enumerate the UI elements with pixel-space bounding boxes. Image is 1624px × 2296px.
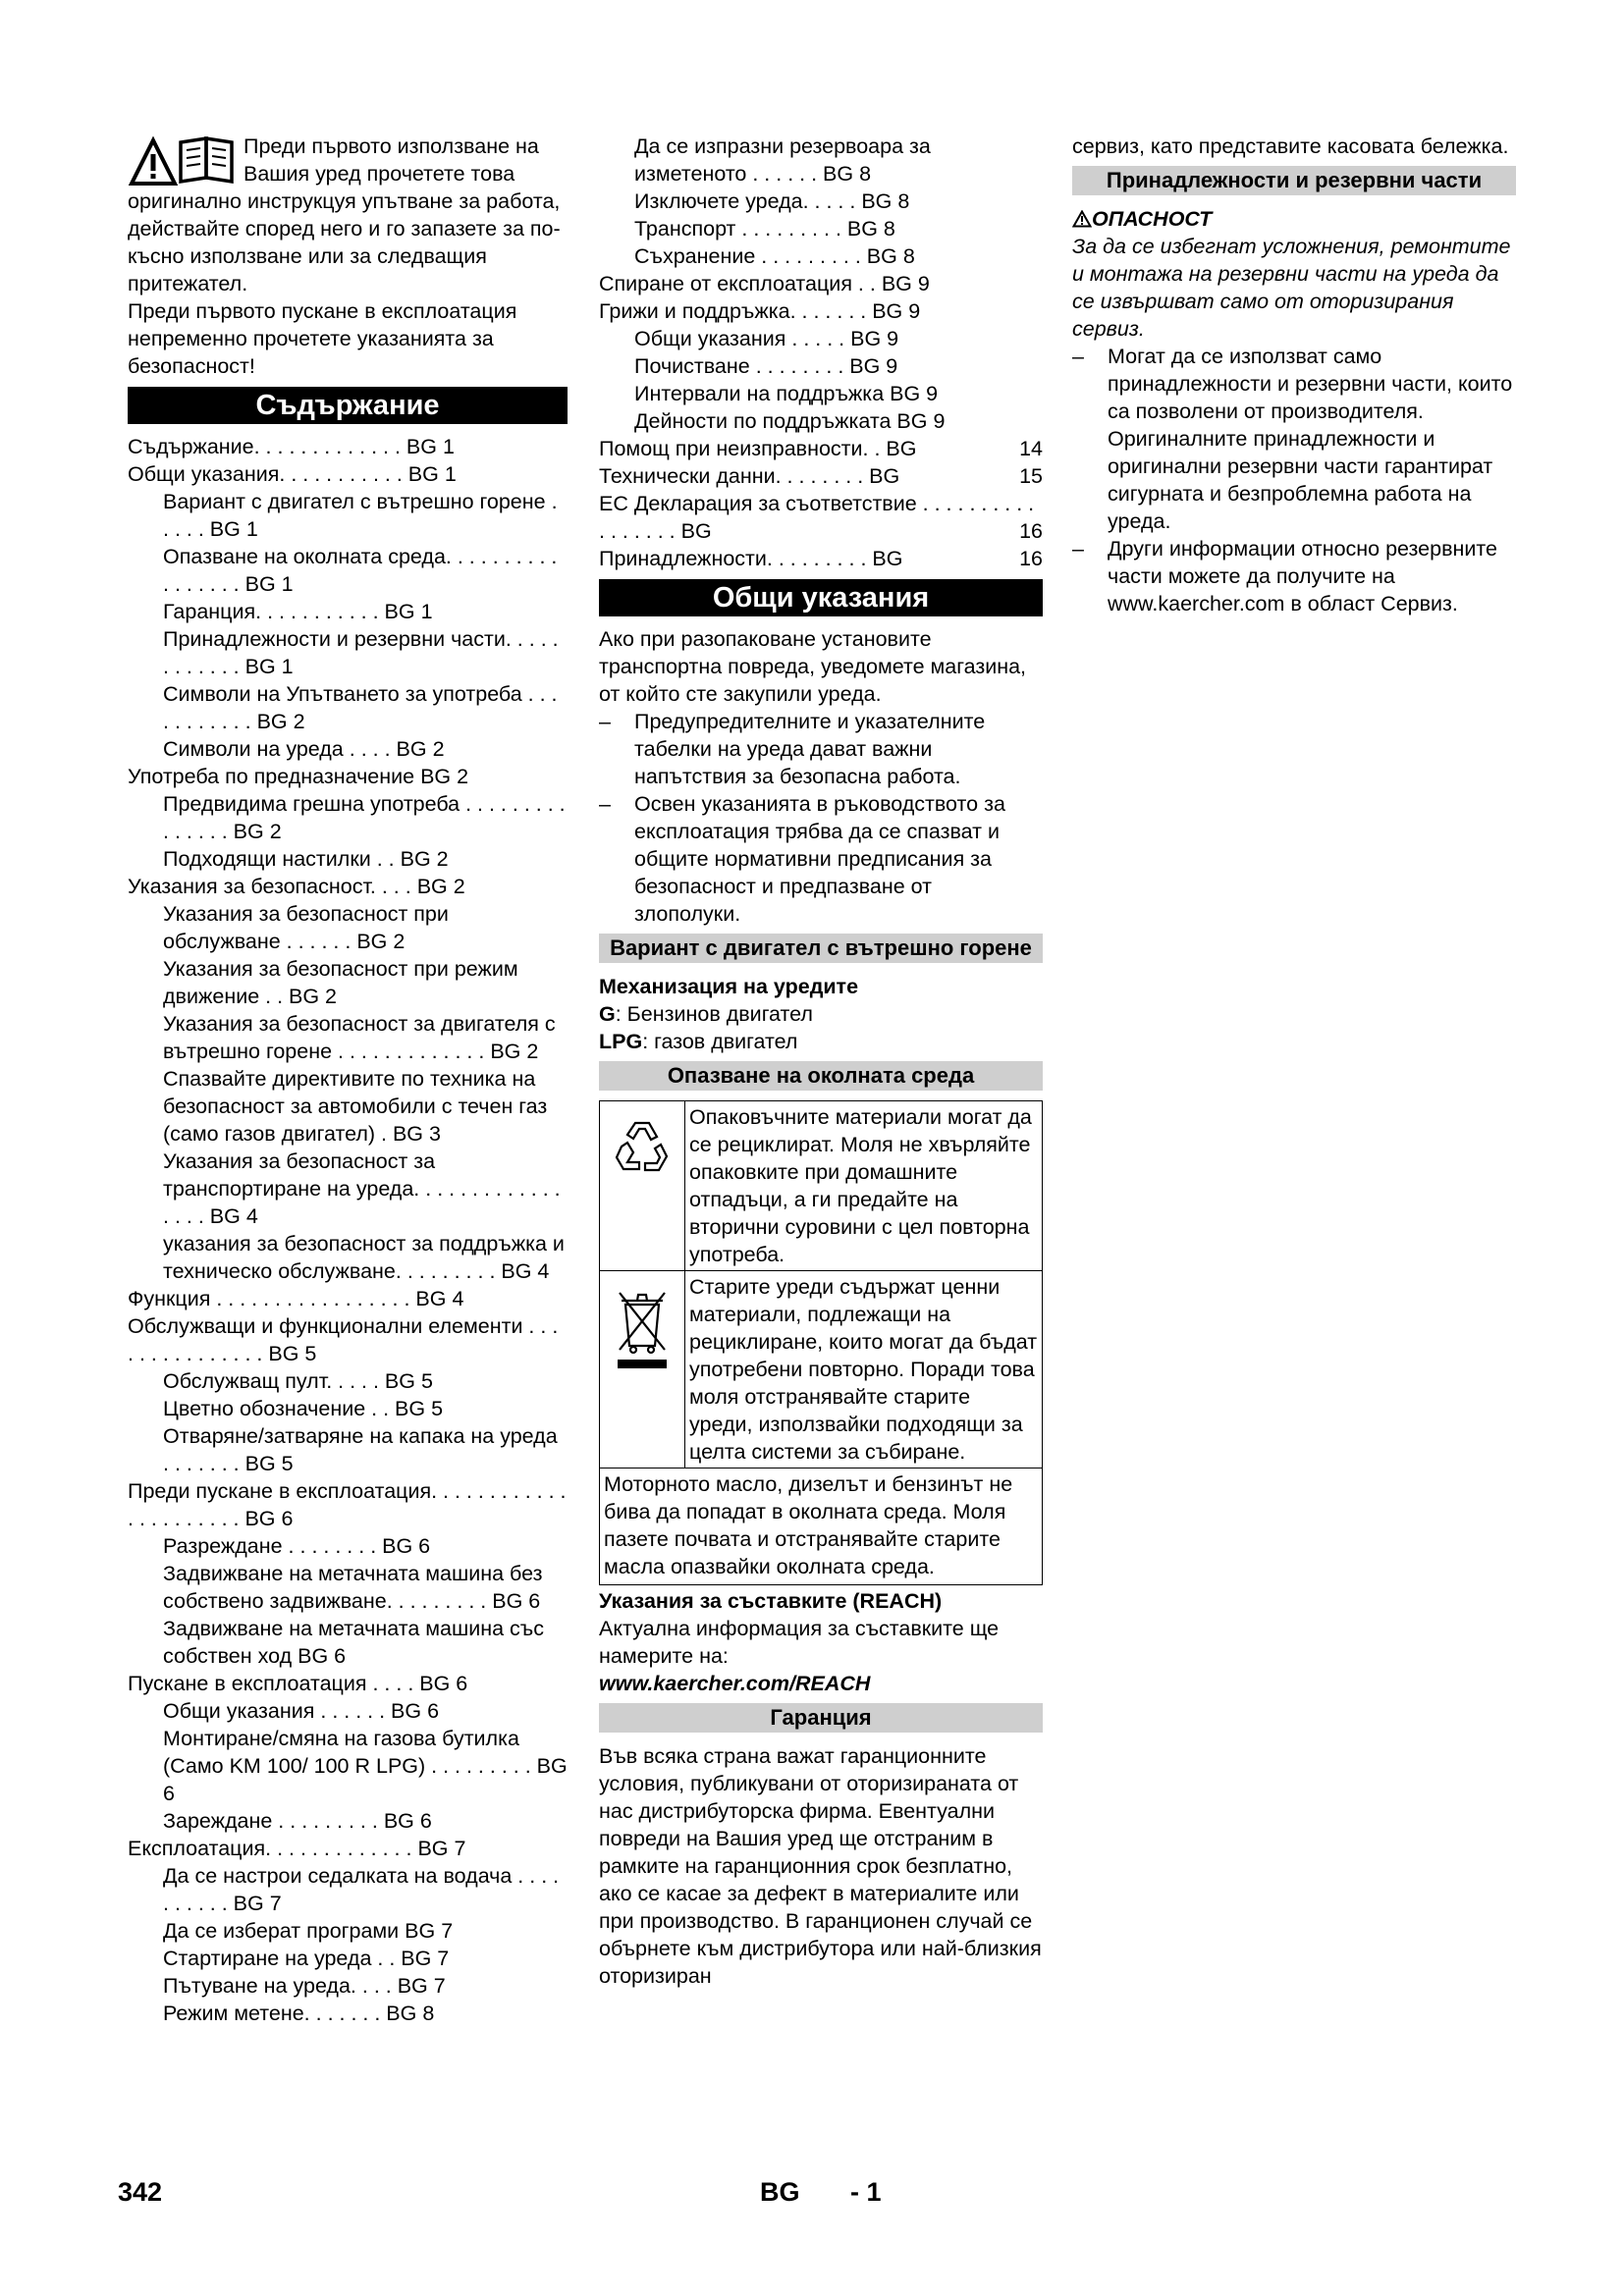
warning-triangle-icon bbox=[1072, 210, 1092, 228]
column-2 bbox=[599, 133, 1043, 1990]
toc-entry-text: Задвижване на метачната машина със собствен ход BG 6 bbox=[163, 1617, 544, 1668]
toc-entry[interactable] bbox=[128, 790, 568, 845]
toc-entry[interactable] bbox=[128, 1532, 568, 1560]
general-notes-heading: Общи указания bbox=[599, 579, 1043, 616]
warranty-continued: сервиз, като представите касовата бележка. bbox=[1072, 134, 1509, 158]
toc-entry-text: Да се изпразни резервоара за изметеното . . . . . . BG 8 bbox=[634, 134, 931, 186]
toc-entry[interactable] bbox=[128, 1285, 568, 1312]
toc-entry-text: Символи на Упътването за употреба . . . . . . . . . . . BG 2 bbox=[163, 682, 558, 733]
toc-entry[interactable] bbox=[128, 680, 568, 735]
toc-entry[interactable] bbox=[599, 490, 1043, 545]
reach-text: Актуална информация за съставките ще намерите на: bbox=[599, 1617, 1000, 1668]
reach-link[interactable]: www.kaercher.com/REACH bbox=[599, 1672, 871, 1695]
toc-entry[interactable] bbox=[128, 1560, 568, 1615]
toc-entry[interactable] bbox=[128, 488, 568, 543]
toc-entry[interactable] bbox=[128, 625, 568, 680]
toc-entry[interactable] bbox=[128, 1367, 568, 1395]
toc-entry[interactable] bbox=[599, 407, 1043, 435]
toc-entry-text: Вариант с двигател с вътрешно горене . . . . . BG 1 bbox=[163, 490, 558, 541]
toc-page-number: 16 bbox=[1019, 519, 1043, 543]
toc-entry[interactable] bbox=[128, 1697, 568, 1725]
toc-entry[interactable] bbox=[128, 543, 568, 598]
toc-entry[interactable] bbox=[128, 1862, 568, 1917]
toc-entry-text: Съхранение . . . . . . . . . BG 8 bbox=[634, 244, 915, 268]
packaging-text: Опаковъчните материали могат да се рециклират. Моля не хвърляйте опаковките при домашните отпадъци, а ги предайте на вторични суровини с цел повторна употреба. bbox=[685, 1101, 1043, 1271]
warranty-heading: Гаранция bbox=[599, 1703, 1043, 1733]
toc-entry-text: Общи указания. . . . . . . . . . . BG 1 bbox=[128, 462, 457, 486]
toc-entry-text: Опазване на околната среда. . . . . . . . . . . . . . . . . BG 1 bbox=[163, 545, 558, 596]
toc-entry[interactable] bbox=[128, 1230, 568, 1285]
toc-entry-text: Общи указания . . . . . . BG 6 bbox=[163, 1699, 440, 1723]
toc-entry[interactable] bbox=[128, 2000, 568, 2027]
toc-entry-text: Предвидима грешна употреба . . . . . . . . . . . . . . . BG 2 bbox=[163, 792, 566, 843]
toc-entry-text: Транспорт . . . . . . . . . BG 8 bbox=[634, 217, 895, 240]
toc-entry-text: Указания за безопасност при обслужване . . . . . . BG 2 bbox=[163, 902, 449, 953]
toc-entry[interactable] bbox=[128, 1065, 568, 1148]
toc-entry-text: Принадлежности и резервни части. . . . . . . . . . . . BG 1 bbox=[163, 627, 559, 678]
toc-entry-text: Стартиране на уреда . . BG 7 bbox=[163, 1947, 450, 1970]
toc-entry-text: Дейности по поддръжката BG 9 bbox=[634, 409, 946, 433]
toc-entry[interactable] bbox=[128, 900, 568, 955]
intro-block bbox=[128, 133, 568, 187]
toc-entry-text: Режим метене. . . . . . . BG 8 bbox=[163, 2002, 435, 2025]
engine-g-line: G: Бензинов двигател bbox=[599, 1002, 813, 1026]
column-1 bbox=[128, 133, 568, 2027]
warranty-text: Във всяка страна важат гаранционните условия, публикувани от оторизираната от нас дистрибуторска фирма. Евентуални повреди на Вашия уред ще отстраним в рамките на гаранционния срок безплатно, ако се касае за дефект в материалите или при производство. В гаранционен случай се обърнете към дистрибутора или най-близкия оторизиран bbox=[599, 1744, 1042, 1988]
toc-entry-text: Интервали на поддръжка BG 9 bbox=[634, 382, 939, 405]
toc-entry-text: Подходящи настилки . . BG 2 bbox=[163, 847, 449, 871]
toc-entry[interactable] bbox=[128, 735, 568, 763]
engine-variant-heading: Вариант с двигател с вътрешно горене bbox=[599, 934, 1043, 963]
toc-entry[interactable] bbox=[599, 242, 1043, 270]
toc-entry-text: Пускане в експлоатация . . . . BG 6 bbox=[128, 1672, 468, 1695]
toc-entry[interactable] bbox=[128, 1010, 568, 1065]
toc-entry-text: Експлоатация. . . . . . . . . . . . . BG 7 bbox=[128, 1837, 466, 1860]
toc-entry[interactable] bbox=[128, 1422, 568, 1477]
contents-heading: Съдържание bbox=[128, 387, 568, 424]
toc-entry-text: Да се изберат програми BG 7 bbox=[163, 1919, 454, 1943]
toc-entry[interactable] bbox=[128, 598, 568, 625]
toc-entry-text: ЕС Декларация за съответствие . . . . . . . . . . . . . . . . . BG bbox=[599, 492, 1035, 543]
toc-entry[interactable] bbox=[599, 133, 1043, 187]
toc-entry-text: Съдържание. . . . . . . . . . . . . BG 1 bbox=[128, 435, 455, 458]
toc-entry-text: Указания за безопасност. . . . BG 2 bbox=[128, 875, 465, 898]
toc-page-number: 15 bbox=[1019, 464, 1043, 488]
mechanization-heading: Механизация на уредите bbox=[599, 975, 859, 998]
toc-entry-text: Да се настрои седалката на водача . . . . . . . . . . BG 7 bbox=[163, 1864, 560, 1915]
toc-entry[interactable] bbox=[128, 460, 568, 488]
toc-page-number: 16 bbox=[1019, 547, 1043, 570]
toc-entry-text: Цветно обозначение . . BG 5 bbox=[163, 1397, 444, 1420]
oil-text: Моторното масло, дизелът и бензинът не бива да попадат в околната среда. Моля пазете почвата и отстранявайте старите масла опазвайки околната среда. bbox=[600, 1468, 1043, 1585]
toc-entry-text: Преди пускане в експлоатация. . . . . . . . . . . . . . . . . . . . . . BG 6 bbox=[128, 1479, 567, 1530]
list-item: – Предупредителните и указателните табелки на уреда дават важни напътствия за безопасна работа. bbox=[599, 710, 986, 788]
toc-entry[interactable] bbox=[599, 462, 1043, 490]
toc-entry-text: Спиране от експлоатация . . BG 9 bbox=[599, 272, 930, 295]
toc-entry[interactable] bbox=[128, 1395, 568, 1422]
toc-entry[interactable] bbox=[128, 873, 568, 900]
toc-entry[interactable] bbox=[599, 325, 1043, 352]
toc-entry-text: Указания за безопасност за двигателя с вътрешно горене . . . . . . . . . . . . . BG 2 bbox=[163, 1012, 556, 1063]
intro-first-lines: Преди първото използване на Вашия уред прочетете това bbox=[244, 134, 539, 186]
toc-entry[interactable] bbox=[128, 1725, 568, 1807]
toc-entry[interactable] bbox=[128, 1807, 568, 1835]
crossed-bin-icon bbox=[600, 1271, 685, 1468]
toc-entry[interactable] bbox=[128, 763, 568, 790]
intro-paragraph: оригинално инструкцуя упътване за работа, действайте според него и го запазете за по-късно използване или за следващия притежател. bbox=[128, 189, 561, 295]
toc-entry-text: Обслужващи и функционални елементи . . . . . . . . . . . . . . . BG 5 bbox=[128, 1314, 559, 1365]
toc-entry[interactable] bbox=[599, 215, 1043, 242]
toc-entry-text: Принадлежности. . . . . . . . . BG bbox=[599, 547, 903, 570]
toc-entry-text: Изключете уреда. . . . . BG 8 bbox=[634, 189, 910, 213]
toc-entry-text: Отваряне/затваряне на капака на уреда . . . . . . . BG 5 bbox=[163, 1424, 558, 1475]
toc-entry[interactable] bbox=[128, 1148, 568, 1230]
toc-entry-text: Почистване . . . . . . . . BG 9 bbox=[634, 354, 898, 378]
toc-entry-text: Технически данни. . . . . . . . BG bbox=[599, 464, 900, 488]
toc-entry[interactable] bbox=[599, 380, 1043, 407]
toc-entry[interactable] bbox=[128, 845, 568, 873]
toc-entry[interactable] bbox=[128, 955, 568, 1010]
toc-entry-text: Обслужващ пулт. . . . . BG 5 bbox=[163, 1369, 433, 1393]
section-page: - 1 bbox=[850, 2177, 882, 2207]
toc-entry-text: Разреждане . . . . . . . . BG 6 bbox=[163, 1534, 431, 1558]
table-of-contents-continued bbox=[599, 133, 1043, 572]
danger-label: ОПАСНОСТ bbox=[1072, 205, 1516, 233]
toc-entry-text: Спазвайте директивите по техника на безопасност за автомобили с течен газ (само газов двигател) . BG 3 bbox=[163, 1067, 548, 1146]
intro-paragraph-2: Преди първото пускане в експлоатация непременно прочетете указанията за безопасност! bbox=[128, 299, 517, 378]
toc-entry[interactable] bbox=[599, 187, 1043, 215]
reach-heading: Указания за съставките (REACH) bbox=[599, 1589, 943, 1613]
toc-entry-text: Помощ при неизправности. . BG bbox=[599, 437, 917, 460]
toc-entry[interactable] bbox=[599, 545, 1043, 572]
warning-manual-icon bbox=[128, 133, 244, 187]
list-item: – Могат да се използват само принадлежности и резервни части, които са позволени от производителя. Оригиналните принадлежности и оригинални резервни части гарантират сигурната и безпроблемна работа на уреда. bbox=[1072, 345, 1513, 533]
page-number: 342 bbox=[118, 2177, 163, 2207]
engine-lpg-line: LPG: газов двигател bbox=[599, 1030, 798, 1053]
toc-entry-text: Грижи и поддръжка. . . . . . . BG 9 bbox=[599, 299, 921, 323]
toc-entry-text: Пътуване на уреда. . . . BG 7 bbox=[163, 1974, 446, 1998]
toc-entry[interactable] bbox=[128, 1945, 568, 1972]
toc-entry[interactable] bbox=[128, 1972, 568, 2000]
general-notes-text: Ако при разопаковане установите транспортна повреда, уведомете магазина, от който сте закупили уреда. bbox=[599, 627, 1027, 706]
recycle-icon bbox=[600, 1101, 685, 1271]
toc-entry-text: Монтиране/смяна на газова бутилка (Само KM 100/ 100 R LPG) . . . . . . . . . BG 6 bbox=[163, 1727, 568, 1805]
toc-entry-text: Зареждане . . . . . . . . . BG 6 bbox=[163, 1809, 432, 1833]
toc-entry[interactable] bbox=[128, 1917, 568, 1945]
toc-entry-text: Указания за безопасност при режим движение . . BG 2 bbox=[163, 957, 518, 1008]
list-item: – Освен указанията в ръководството за експлоатация трябва да се спазват и общите нормативни предписания за безопасност и предпазване от злополуки. bbox=[599, 792, 1005, 926]
toc-entry-text: Указания за безопасност за транспортиране на уреда. . . . . . . . . . . . . . . . . BG 4 bbox=[163, 1149, 561, 1228]
language-code: BG bbox=[760, 2177, 800, 2207]
column-3 bbox=[1072, 133, 1516, 617]
environment-heading: Опазване на околната среда bbox=[599, 1061, 1043, 1091]
toc-entry-text: Употреба по предназначение BG 2 bbox=[128, 765, 469, 788]
toc-entry[interactable] bbox=[128, 1670, 568, 1697]
toc-entry-text: указания за безопасност за поддръжка и техническо обслужване. . . . . . . . . BG 4 bbox=[163, 1232, 565, 1283]
environment-table bbox=[599, 1100, 1043, 1585]
toc-entry[interactable] bbox=[128, 1312, 568, 1367]
toc-entry[interactable] bbox=[599, 352, 1043, 380]
accessories-heading: Принадлежности и резервни части bbox=[1072, 166, 1516, 195]
danger-text: За да се избегнат усложнения, ремонтите и монтажа на резервни части на уреда да се извършват само от оторизирания сервиз. bbox=[1072, 235, 1511, 341]
toc-entry-text: Задвижване на метачната машина без собствено задвижване. . . . . . . . . BG 6 bbox=[163, 1562, 543, 1613]
toc-page-number: 14 bbox=[1019, 437, 1043, 460]
list-item: – Други информации относно резервните части можете да получите на www.kaercher.com в област Сервиз. bbox=[1072, 537, 1497, 615]
toc-entry[interactable] bbox=[128, 1835, 568, 1862]
toc-entry[interactable] bbox=[128, 1477, 568, 1532]
table-of-contents bbox=[128, 433, 568, 2027]
old-devices-text: Старите уреди съдържат ценни материали, подлежащи на рециклиране, които могат да бъдат употребени повторно. Поради това моля отстранявайте старите уреди, използвайки подходящи за целта системи за събиране. bbox=[685, 1271, 1043, 1468]
toc-entry-text: Символи на уреда . . . . BG 2 bbox=[163, 737, 445, 761]
toc-entry[interactable] bbox=[128, 1615, 568, 1670]
toc-entry[interactable] bbox=[599, 270, 1043, 297]
toc-entry[interactable] bbox=[599, 297, 1043, 325]
toc-entry-text: Функция . . . . . . . . . . . . . . . . . BG 4 bbox=[128, 1287, 464, 1310]
toc-entry[interactable] bbox=[128, 433, 568, 460]
toc-entry[interactable] bbox=[599, 435, 1043, 462]
toc-entry-text: Гаранция. . . . . . . . . . . BG 1 bbox=[163, 600, 433, 623]
toc-entry-text: Общи указания . . . . . BG 9 bbox=[634, 327, 899, 350]
